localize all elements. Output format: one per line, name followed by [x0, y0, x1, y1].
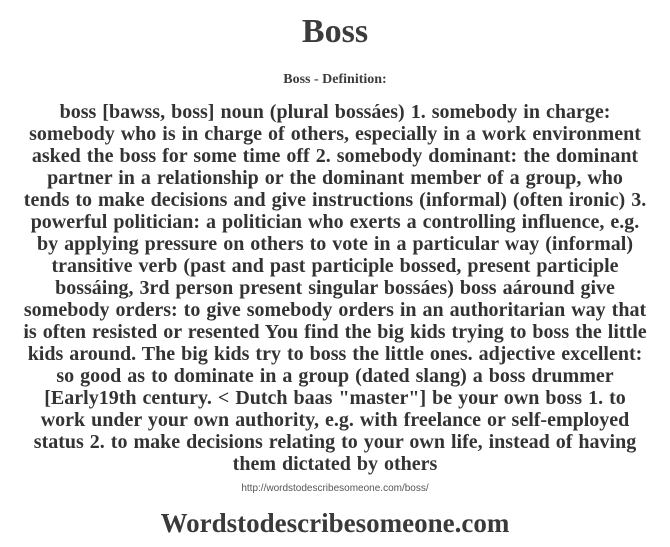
page-title: Boss [301, 13, 369, 50]
watermark-url: http://wordstodescribesomeone.com/boss/ [241, 483, 429, 494]
definition-text: boss [bawss, boss] noun (plural bossáes) 1. somebody in charge: somebody who is in charge of others, especially in a work environment asked the boss for some time off 2. somebody dominant: the dominant partner in a relationship or the dominant member of a group, who tends to make decisions and give instructions (informal) (often ironic) 3. powerful politician: a politician who exerts a controlling influence, e.g. by applying pressure on others to vote in a particular way (informal) transitive verb (past and past participle bossed, present participle bossáing, 3rd person present singular bossáes) boss aáround give somebody orders: to give somebody orders in an authoritarian way that is often resisted or resented You find the big kids trying to boss the little kids around. The big kids try to boss the little ones. adjective excellent: so good as to dominate in a group (dated slang) a boss drummer [Early19th century. < Dutch baas "master"] be your own boss 1. to work under your own authority, e.g. with freelance or self-employed status 2. to make decisions relating to your own life, instead of having them dictated by others [23, 101, 647, 475]
site-name: Wordstodescribesomeone.com [160, 508, 510, 538]
definition-subtitle: Boss - Definition: [283, 72, 387, 87]
